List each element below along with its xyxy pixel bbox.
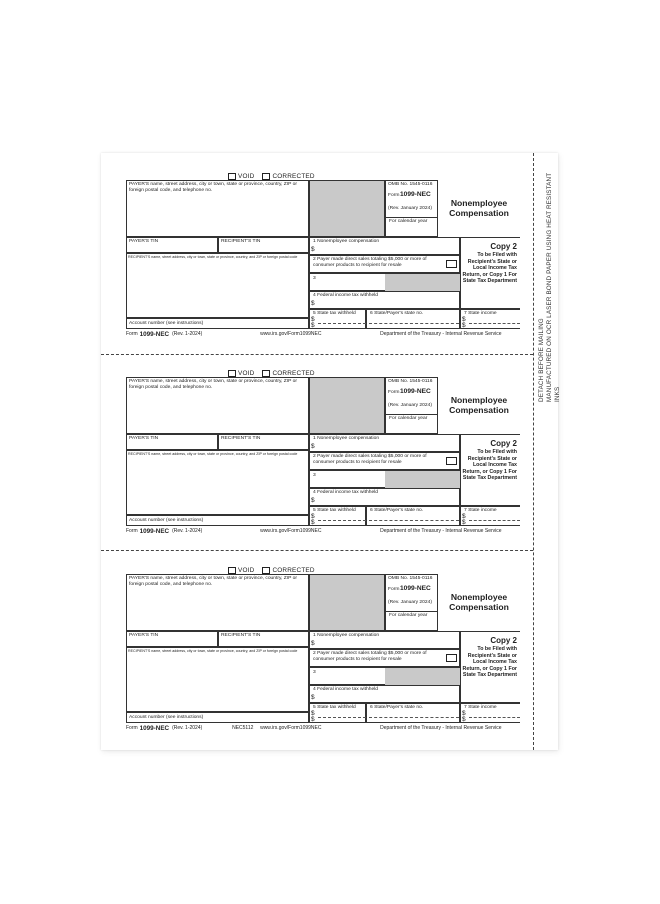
box1-dollar: $	[311, 640, 315, 647]
recipient-tin-label: RECIPIENT'S TIN	[221, 436, 261, 441]
box6-label: 6 State/Payer's state no.	[370, 705, 424, 710]
box4-field[interactable]	[309, 685, 460, 703]
omb-block	[385, 180, 438, 237]
recipient-tin-field[interactable]	[218, 434, 309, 450]
copy-description: To be Filed with Recipient's State or Local Income Tax Return, or Copy 1 For State Tax Department	[462, 646, 517, 679]
copy-label: Copy 2	[490, 439, 517, 448]
box5-dollar-1: $	[311, 513, 315, 520]
form-grid	[126, 574, 520, 749]
box5-label: 5 State tax withheld	[313, 508, 356, 513]
box7-dollar-2: $	[462, 716, 466, 723]
footer-dept: Department of the Treasury - Internal Revenue Service	[380, 528, 502, 534]
recipient-tin-label: RECIPIENT'S TIN	[221, 633, 261, 638]
box7-dollar-1: $	[462, 710, 466, 717]
payer-tin-label: PAYER'S TIN	[129, 436, 159, 441]
form-grid	[126, 377, 520, 552]
box4-field[interactable]	[309, 488, 460, 506]
box3-label: 3	[313, 670, 316, 675]
copy-label: Copy 2	[490, 242, 517, 251]
footer-dept: Department of the Treasury - Internal Revenue Service	[380, 331, 502, 337]
box7-label: 7 State income	[464, 311, 497, 316]
box1-field[interactable]	[309, 631, 460, 649]
void-corrected-row	[228, 566, 323, 574]
account-number-field[interactable]	[126, 712, 309, 723]
corrected-label: CORRECTED	[272, 566, 315, 574]
corrected-checkbox[interactable]	[262, 370, 270, 377]
box5-label: 5 State tax withheld	[313, 705, 356, 710]
box3-field	[309, 273, 460, 291]
box2-checkbox[interactable]	[446, 654, 457, 662]
omb-number: OMB No. 1545-0116	[388, 379, 433, 384]
box2-label: 2 Payer made direct sales totaling $5,000 or more of consumer products to recipient for resale	[313, 257, 427, 268]
footer-rev: (Rev. 1-2024)	[172, 725, 203, 731]
footer-dept: Department of the Treasury - Internal Revenue Service	[380, 725, 502, 731]
box5-field[interactable]	[309, 309, 366, 329]
copy-description: To be Filed with Recipient's State or Local Income Tax Return, or Copy 1 For State Tax Department	[462, 449, 517, 482]
shaded-area	[309, 180, 385, 237]
form-number: 1099-NEC	[400, 191, 431, 198]
payer-name-label: PAYER'S name, street address, city or town, state or province, country, ZIP or foreign postal code, and telephone no.	[129, 379, 298, 390]
box2-checkbox[interactable]	[446, 457, 457, 465]
omb-block	[385, 574, 438, 631]
box7-field[interactable]	[460, 506, 520, 526]
box7-field[interactable]	[460, 703, 520, 723]
box7-dollar-2: $	[462, 519, 466, 526]
box5-dollar-1: $	[311, 316, 315, 323]
copy-label: Copy 2	[490, 636, 517, 645]
footer-rev: (Rev. 1-2024)	[172, 528, 203, 534]
void-checkbox[interactable]	[228, 173, 236, 180]
footer-url: www.irs.gov/Form1099NEC	[260, 331, 322, 337]
payer-tin-label: PAYER'S TIN	[129, 633, 159, 638]
payer-tin-field[interactable]	[126, 631, 218, 647]
box3-shaded	[385, 274, 460, 291]
side-note	[538, 172, 560, 402]
payer-name-field[interactable]	[126, 574, 309, 631]
box1-field[interactable]	[309, 434, 460, 452]
box7-label: 7 State income	[464, 705, 497, 710]
recipient-tin-field[interactable]	[218, 631, 309, 647]
box6-field[interactable]	[366, 703, 460, 723]
void-checkbox[interactable]	[228, 370, 236, 377]
box3-label: 3	[313, 473, 316, 478]
box3-shaded	[385, 471, 460, 488]
box7-dollar-1: $	[462, 513, 466, 520]
form-grid	[126, 180, 520, 355]
corrected-checkbox[interactable]	[262, 567, 270, 574]
box4-dollar: $	[311, 300, 315, 307]
corrected-label: CORRECTED	[272, 369, 315, 377]
form-copy-2	[126, 369, 520, 552]
rev-date: (Rev. January 2024)	[388, 403, 432, 408]
box3-field	[309, 667, 460, 685]
void-label: VOID	[238, 172, 255, 180]
recipient-name-label: RECIPIENT'S name, street address, city or town, state or province, country, and ZIP or foreign postal code	[128, 649, 298, 653]
box4-label: 4 Federal income tax withheld	[313, 293, 378, 298]
box1-label: 1 Nonemployee compensation	[313, 436, 380, 441]
void-label: VOID	[238, 369, 255, 377]
footer-form-word: Form	[126, 725, 138, 731]
recipient-name-label: RECIPIENT'S name, street address, city or town, state or province, country, and ZIP or foreign postal code	[128, 452, 298, 456]
box1-dollar: $	[311, 246, 315, 253]
box6-label: 6 State/Payer's state no.	[370, 311, 424, 316]
form-number: 1099-NEC	[400, 585, 431, 592]
box4-label: 4 Federal income tax withheld	[313, 490, 378, 495]
void-label: VOID	[238, 566, 255, 574]
box7-dollar-1: $	[462, 316, 466, 323]
box1-label: 1 Nonemployee compensation	[313, 633, 380, 638]
footer-form-number: 1099-NEC	[139, 724, 170, 732]
account-number-label: Account number (see instructions)	[129, 518, 204, 523]
calendar-year-label: For calendar year	[389, 416, 428, 421]
box2-field	[309, 452, 460, 470]
footer-rev: (Rev. 1-2024)	[172, 331, 203, 337]
form-word: Form	[388, 587, 400, 592]
form-title: Nonemployee Compensation	[449, 395, 509, 415]
box1-label: 1 Nonemployee compensation	[313, 239, 380, 244]
footer-form-word: Form	[126, 528, 138, 534]
box4-field[interactable]	[309, 291, 460, 309]
recipient-name-field[interactable]	[126, 450, 309, 515]
box4-dollar: $	[311, 497, 315, 504]
box5-label: 5 State tax withheld	[313, 311, 356, 316]
rev-date: (Rev. January 2024)	[388, 206, 432, 211]
form-copy-1	[126, 172, 520, 355]
rev-date: (Rev. January 2024)	[388, 600, 432, 605]
box5-field[interactable]	[309, 703, 366, 723]
omb-block	[385, 377, 438, 434]
footer-url: www.irs.gov/Form1099NEC	[260, 725, 322, 731]
footer-form-number: 1099-NEC	[139, 330, 170, 338]
footer-code: NEC5112	[232, 725, 254, 731]
box6-label: 6 State/Payer's state no.	[370, 508, 424, 513]
box2-field	[309, 649, 460, 667]
vertical-perforation	[533, 153, 534, 750]
recipient-name-field[interactable]	[126, 647, 309, 712]
footer-form-word: Form	[126, 331, 138, 337]
box1-dollar: $	[311, 443, 315, 450]
box2-label: 2 Payer made direct sales totaling $5,000 or more of consumer products to recipient for resale	[313, 454, 427, 465]
box5-dollar-2: $	[311, 322, 315, 329]
account-number-label: Account number (see instructions)	[129, 321, 204, 326]
recipient-tin-label: RECIPIENT'S TIN	[221, 239, 261, 244]
box7-field[interactable]	[460, 309, 520, 329]
form-footer	[126, 724, 520, 732]
payer-name-field[interactable]	[126, 180, 309, 237]
box2-label: 2 Payer made direct sales totaling $5,000 or more of consumer products to recipient for resale	[313, 651, 427, 662]
shaded-area	[309, 574, 385, 631]
payer-tin-field[interactable]	[126, 237, 218, 253]
copy-block	[460, 434, 520, 506]
form-title: Nonemployee Compensation	[449, 592, 509, 612]
void-corrected-row	[228, 172, 323, 180]
corrected-checkbox[interactable]	[262, 173, 270, 180]
box7-label: 7 State income	[464, 508, 497, 513]
void-corrected-row	[228, 369, 323, 377]
box3-field	[309, 470, 460, 488]
box3-label: 3	[313, 276, 316, 281]
form-word: Form	[388, 193, 400, 198]
side-note-text: DETACH BEFORE MAILING MANUFACTURED ON OCR LASER BOND PAPER USING HEAT RESISTANT INKS	[538, 172, 561, 402]
account-number-label: Account number (see instructions)	[129, 715, 204, 720]
box7-dollar-2: $	[462, 322, 466, 329]
box3-shaded	[385, 668, 460, 685]
form-footer	[126, 330, 520, 338]
payer-name-field[interactable]	[126, 377, 309, 434]
form-footer	[126, 527, 520, 535]
box1-field[interactable]	[309, 237, 460, 255]
form-word: Form	[388, 390, 400, 395]
omb-number: OMB No. 1545-0116	[388, 182, 433, 187]
corrected-label: CORRECTED	[272, 172, 315, 180]
recipient-tin-field[interactable]	[218, 237, 309, 253]
box5-dollar-2: $	[311, 519, 315, 526]
payer-tin-field[interactable]	[126, 434, 218, 450]
box5-dollar-1: $	[311, 710, 315, 717]
copy-description: To be Filed with Recipient's State or Local Income Tax Return, or Copy 1 For State Tax Department	[462, 252, 517, 285]
form-title: Nonemployee Compensation	[449, 198, 509, 218]
recipient-name-label: RECIPIENT'S name, street address, city or town, state or province, country, and ZIP or foreign postal code	[128, 255, 298, 259]
shaded-area	[309, 377, 385, 434]
account-number-field[interactable]	[126, 318, 309, 329]
recipient-name-field[interactable]	[126, 253, 309, 318]
footer-form-number: 1099-NEC	[139, 527, 170, 535]
form-copy-3	[126, 566, 520, 749]
void-checkbox[interactable]	[228, 567, 236, 574]
calendar-year-label: For calendar year	[389, 219, 428, 224]
copy-block	[460, 631, 520, 703]
payer-tin-label: PAYER'S TIN	[129, 239, 159, 244]
copy-block	[460, 237, 520, 309]
omb-number: OMB No. 1545-0116	[388, 576, 433, 581]
footer-url: www.irs.gov/Form1099NEC	[260, 528, 322, 534]
payer-name-label: PAYER'S name, street address, city or town, state or province, country, ZIP or foreign postal code, and telephone no.	[129, 182, 298, 193]
box2-checkbox[interactable]	[446, 260, 457, 268]
box6-field[interactable]	[366, 309, 460, 329]
box5-dollar-2: $	[311, 716, 315, 723]
box4-dollar: $	[311, 694, 315, 701]
account-number-field[interactable]	[126, 515, 309, 526]
calendar-year-label: For calendar year	[389, 613, 428, 618]
box2-field	[309, 255, 460, 273]
box4-label: 4 Federal income tax withheld	[313, 687, 378, 692]
box6-field[interactable]	[366, 506, 460, 526]
box5-field[interactable]	[309, 506, 366, 526]
form-number: 1099-NEC	[400, 388, 431, 395]
payer-name-label: PAYER'S name, street address, city or town, state or province, country, ZIP or foreign postal code, and telephone no.	[129, 576, 298, 587]
